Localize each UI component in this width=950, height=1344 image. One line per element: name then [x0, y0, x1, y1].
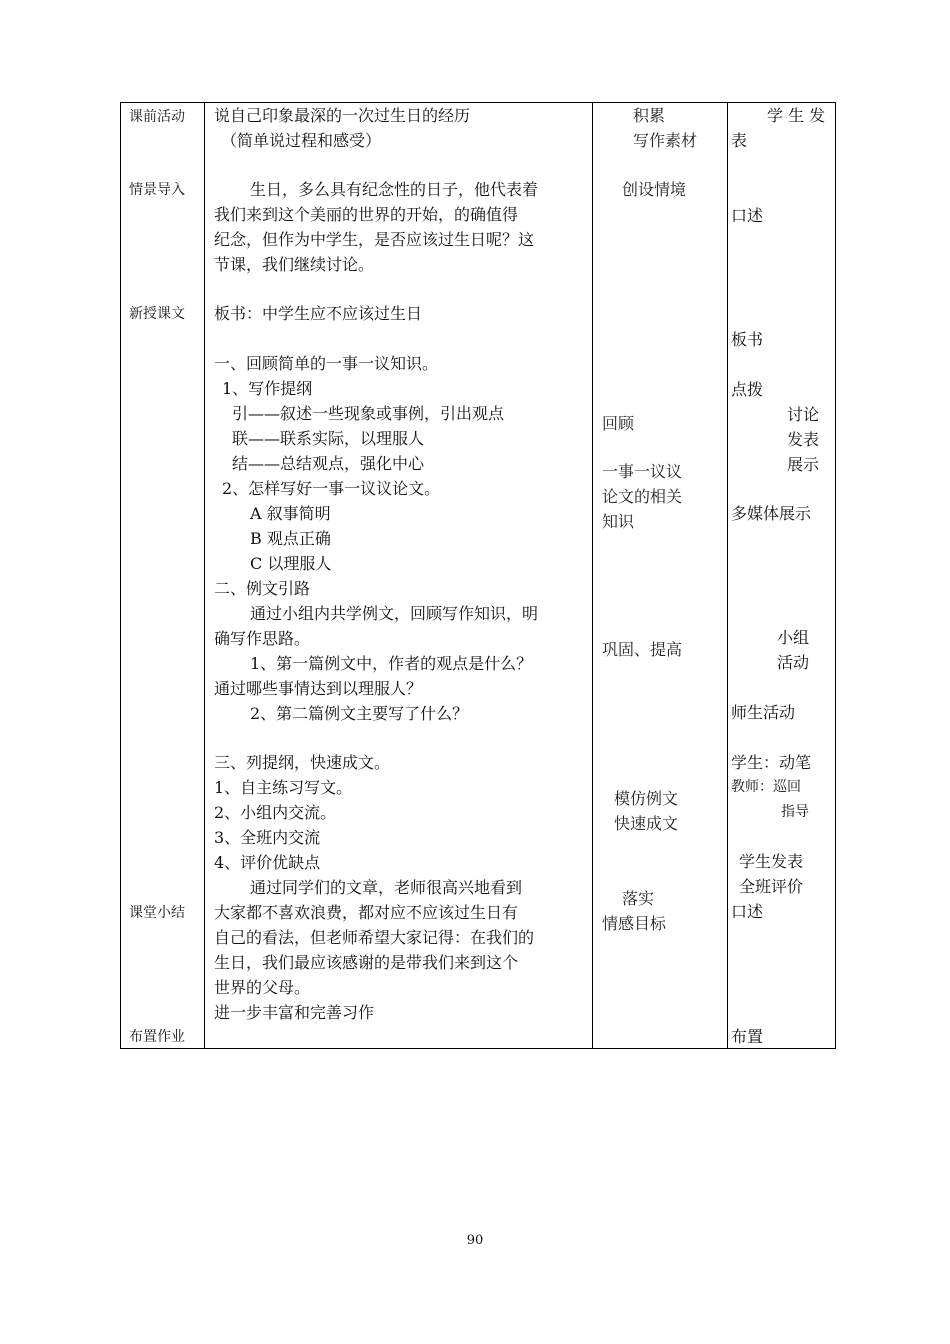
- content-line: 进一步丰富和完善习作: [214, 1003, 375, 1022]
- content-line: 世界的父母。: [214, 978, 311, 997]
- content-line: 说自己印象最深的一次过生日的经历: [214, 106, 471, 125]
- activity-line: 表: [731, 131, 748, 150]
- content-line: 三、列提纲，快速成文。: [214, 753, 391, 772]
- column-divider: [727, 103, 728, 1048]
- content-line: 我们来到这个美丽的世界的开始，的确值得: [214, 205, 519, 224]
- activity-line: 指导: [781, 804, 809, 820]
- goal-line: 写作素材: [633, 131, 698, 150]
- activity-line: 活动: [777, 653, 810, 672]
- content-line: 生日，我们最应该感谢的是带我们来到这个: [214, 953, 519, 972]
- page-number: 90: [466, 1233, 484, 1248]
- goal-line: 论文的相关: [602, 487, 683, 506]
- goal-line: 创设情境: [622, 180, 687, 199]
- lesson-plan-table: [120, 102, 836, 1049]
- activity-line: 学生发表: [739, 852, 804, 871]
- content-line: 生日，多么具有纪念性的日子，他代表着: [250, 180, 539, 199]
- content-line: 4、评价优缺点: [214, 853, 321, 872]
- activity-line: 板书: [731, 330, 764, 349]
- goal-line: 快速成文: [614, 814, 679, 833]
- content-line: 3、全班内交流: [214, 828, 321, 847]
- content-line: 自己的看法，但老师希望大家记得：在我们的: [214, 928, 535, 947]
- stage-label-homework: 布置作业: [129, 1029, 185, 1045]
- goal-line: 巩固、提高: [602, 640, 683, 659]
- content-line: 一、回顾简单的一事一议知识。: [214, 354, 439, 373]
- content-line: 2、第二篇例文主要写了什么？: [250, 704, 469, 723]
- activity-line: 学 生 发: [767, 106, 826, 125]
- activity-line: 学生：动笔: [731, 753, 812, 772]
- content-line: A 叙事简明: [250, 504, 331, 523]
- content-line: 引——叙述一些现象或事例，引出观点: [232, 404, 505, 423]
- activity-line: 发表: [787, 430, 820, 449]
- content-line: 联——联系实际，以理服人: [232, 429, 425, 448]
- goal-line: 知识: [602, 512, 635, 531]
- content-line: 1、自主练习写文。: [214, 778, 353, 797]
- goal-line: 落实: [622, 889, 655, 908]
- content-line: 通过哪些事情达到以理服人？: [214, 679, 423, 698]
- content-line: 纪念，但作为中学生，是否应该过生日呢？这: [214, 230, 535, 249]
- content-line: 结——总结观点，强化中心: [232, 454, 425, 473]
- content-line: 2、小组内交流。: [214, 803, 337, 822]
- activity-line: 讨论: [787, 405, 820, 424]
- content-line: 1、第一篇例文中，作者的观点是什么？: [250, 654, 533, 673]
- content-line: 二、例文引路: [214, 579, 311, 598]
- content-line: 通过同学们的文章，老师很高兴地看到: [250, 878, 523, 897]
- content-line: B 观点正确: [250, 529, 331, 548]
- goal-line: 情感目标: [602, 914, 667, 933]
- board-heading: 板书：中学生应不应该过生日: [214, 304, 423, 323]
- activity-line: 点拨: [731, 380, 764, 399]
- activity-line: 教师：巡回: [731, 779, 801, 795]
- goal-line: 模仿例文: [614, 789, 679, 808]
- activity-line: 口述: [731, 206, 764, 225]
- stage-label-intro: 情景导入: [129, 182, 185, 198]
- content-line: 大家都不喜欢浪费，都对应不应该过生日有: [214, 903, 519, 922]
- stage-label-new-lesson: 新授课文: [129, 306, 185, 322]
- content-line: C 以理服人: [250, 554, 332, 573]
- content-line: 2、怎样写好一事一议议论文。: [222, 479, 441, 498]
- content-line: 节课，我们继续讨论。: [214, 255, 375, 274]
- goal-line: 一事一议议: [602, 462, 683, 481]
- content-line: 1、写作提纲: [222, 379, 313, 398]
- content-line: 确写作思路。: [214, 629, 311, 648]
- activity-line: 多媒体展示: [731, 504, 812, 523]
- stage-label-pre-class: 课前活动: [129, 109, 185, 125]
- activity-line: 口述: [731, 902, 764, 921]
- content-line: （简单说过程和感受）: [221, 131, 382, 150]
- activity-line: 师生活动: [731, 703, 796, 722]
- activity-line: 全班评价: [739, 877, 804, 896]
- column-divider: [204, 103, 205, 1048]
- activity-line: 布置: [731, 1027, 764, 1046]
- stage-label-summary: 课堂小结: [129, 905, 185, 921]
- goal-line: 积累: [633, 106, 666, 125]
- goal-line: 回顾: [602, 414, 635, 433]
- activity-line: 小组: [777, 628, 810, 647]
- column-divider: [592, 103, 593, 1048]
- activity-line: 展示: [787, 455, 820, 474]
- content-line: 通过小组内共学例文，回顾写作知识，明: [250, 604, 539, 623]
